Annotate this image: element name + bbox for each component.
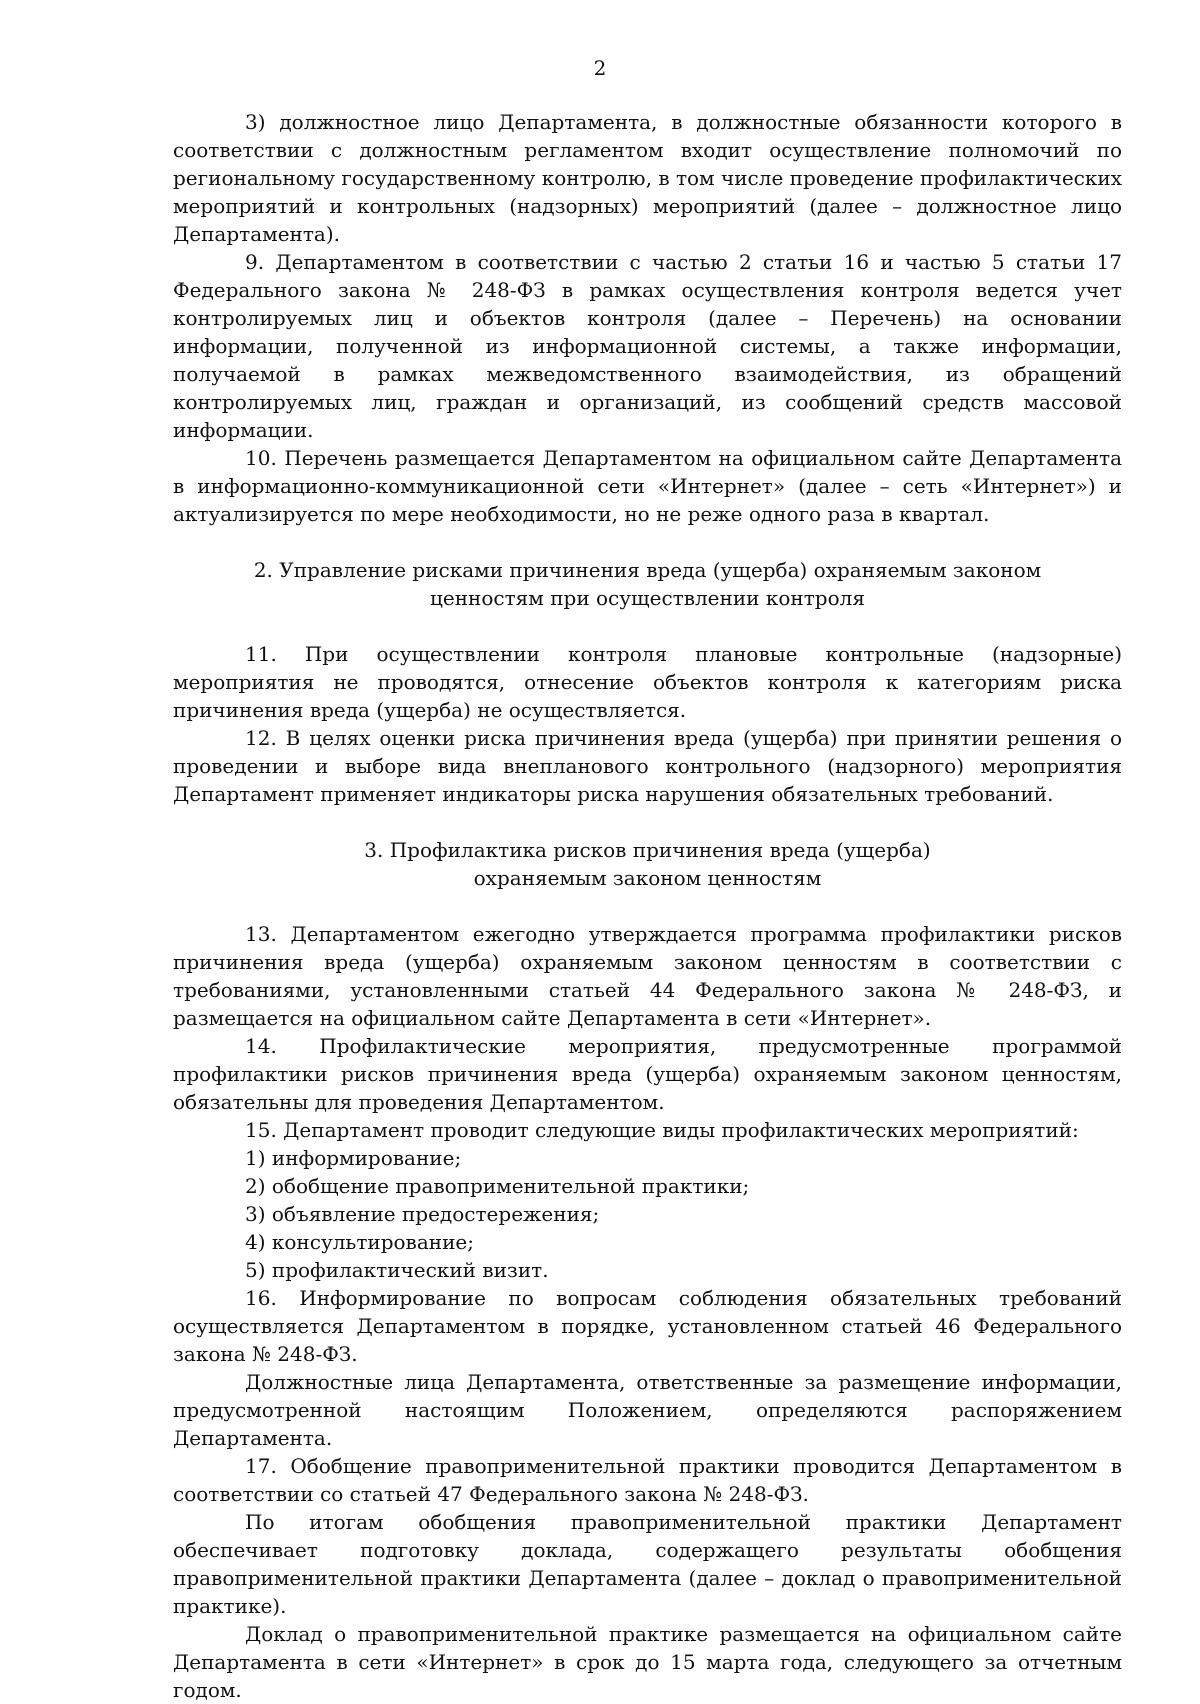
list-item-preventive-visit: 5) профилактический визит. bbox=[245, 1258, 549, 1282]
section-3-heading bbox=[173, 836, 1122, 892]
paragraph-17-report: По итогам обобщения правоприменительной практики Департамент обеспечивает подготовку доклада, содержащего результаты обобщения правоприменительной практики Департамента (далее – доклад о правоприменительной практике). bbox=[173, 1510, 1122, 1618]
section-2-title-line-2: ценностям при осуществлении контроля bbox=[430, 586, 865, 610]
paragraph-12: 12. В целях оценки риска причинения вреда (ущерба) при принятии решения о проведении и выборе вида внепланового контрольного (надзорного) мероприятия Департамент применяет индикаторы риска нарушения обязательных требований. bbox=[173, 726, 1122, 806]
paragraph-11: 11. При осуществлении контроля плановые контрольные (надзорные) мероприятия не проводятся, отнесение объектов контроля к категориям риска причинения вреда (ущерба) не осуществляется. bbox=[173, 642, 1122, 722]
document-body bbox=[173, 108, 1122, 1704]
paragraph-14: 14. Профилактические мероприятия, предусмотренные программой профилактики рисков причинения вреда (ущерба) охраняемым законом ценностям, обязательны для проведения Департаментом. bbox=[173, 1034, 1122, 1114]
paragraph-13: 13. Департаментом ежегодно утверждается программа профилактики рисков причинения вреда (ущерба) охраняемым законом ценностям в соответствии с требованиями, установленными статьей 44 Федерального закона № 248-ФЗ, и размещается на официальном сайте Департамента в сети «Интернет». bbox=[173, 922, 1122, 1030]
list-item-consulting: 4) консультирование; bbox=[245, 1230, 474, 1254]
section-2-heading bbox=[173, 556, 1122, 612]
paragraph-16: 16. Информирование по вопросам соблюдения обязательных требований осуществляется Департаментом в порядке, установленном статьей 46 Федерального закона № 248-ФЗ. bbox=[173, 1286, 1122, 1366]
section-3-title-line-1: 3. Профилактика рисков причинения вреда (ущерба) bbox=[364, 838, 931, 862]
list-item-generalization: 2) обобщение правоприменительной практики; bbox=[245, 1174, 750, 1198]
paragraph-17-publication: Доклад о правоприменительной практике размещается на официальном сайте Департамента в сети «Интернет» в срок до 15 марта года, следующего за отчетным годом. bbox=[173, 1622, 1122, 1702]
section-3-title-line-2: охраняемым законом ценностям bbox=[473, 866, 822, 890]
list-item-warning: 3) объявление предостережения; bbox=[245, 1202, 600, 1226]
page-number: 2 bbox=[593, 56, 607, 80]
paragraph-10: 10. Перечень размещается Департаментом на официальном сайте Департамента в информационно-коммуникационной сети «Интернет» (далее – сеть «Интернет») и актуализируется по мере необходимости, но не реже одного раза в квартал. bbox=[173, 446, 1122, 526]
section-2-title-line-1: 2. Управление рисками причинения вреда (ущерба) охраняемым законом bbox=[253, 558, 1042, 582]
paragraph-17: 17. Обобщение правоприменительной практики проводится Департаментом в соответствии со статьей 47 Федерального закона № 248-ФЗ. bbox=[173, 1454, 1122, 1506]
list-item-informing: 1) информирование; bbox=[245, 1146, 462, 1170]
paragraph-item-3: 3) должностное лицо Департамента, в должностные обязанности которого в соответствии с должностным регламентом входит осуществление полномочий по региональному государственному контролю, в том числе проведение профилактических мероприятий и контрольных (надзорных) мероприятий (далее – должностное лицо Департамента). bbox=[173, 110, 1122, 246]
paragraph-9: 9. Департаментом в соответствии с частью 2 статьи 16 и частью 5 статьи 17 Федерального закона № 248-ФЗ в рамках осуществления контроля ведется учет контролируемых лиц и объектов контроля (далее – Перечень) на основании информации, полученной из информационной системы, а также информации, получаемой в рамках межведомственного взаимодействия, из обращений контролируемых лиц, граждан и организаций, из сообщений средств массовой информации. bbox=[173, 250, 1122, 442]
paragraph-16-continued: Должностные лица Департамента, ответственные за размещение информации, предусмотренной настоящим Положением, определяются распоряжением Департамента. bbox=[173, 1370, 1122, 1450]
paragraph-15: 15. Департамент проводит следующие виды профилактических мероприятий: bbox=[245, 1118, 1079, 1142]
